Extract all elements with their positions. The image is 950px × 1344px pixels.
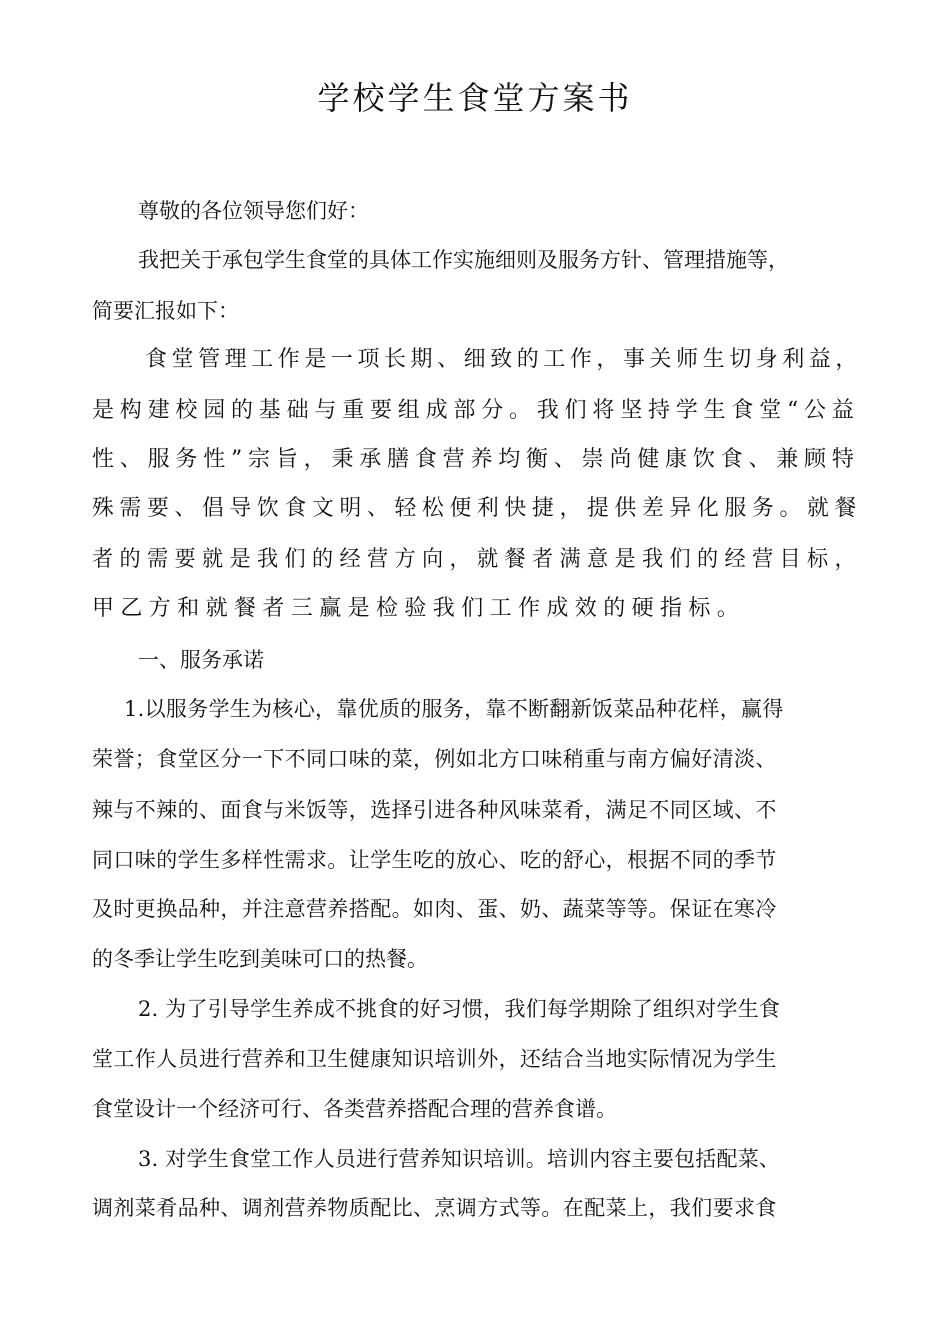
item3-line-1: 3. 对学生食堂工作人员进行营养知识培训。培训内容主要包括配菜、 (138, 1147, 781, 1171)
item1-line-3: 辣与不辣的、面食与米饭等，选择引进各种风味菜肴，满足不同区域、不 (92, 798, 777, 822)
section1-heading: 一、服务承诺 (138, 648, 264, 672)
item1-line-5: 及时更换品种，并注意营养搭配。如肉、蛋、奶、蔬菜等等。保证在寒冷 (92, 897, 777, 921)
item1-line-4: 同口味的学生多样性需求。让学生吃的放心、吃的舒心，根据不同的季节 (92, 848, 777, 872)
paragraph1-line-2: 是构建校园的基础与重要组成部分。我们将坚持学生食堂“公益 (92, 398, 860, 423)
paragraph1-line-4: 殊需要、倡导饮食文明、轻松便利快捷，提供差异化服务。就餐 (92, 496, 862, 521)
greeting: 尊敬的各位领导您们好： (138, 199, 369, 223)
paragraph1-line-6: 甲乙方和就餐者三赢是检验我们工作成效的硬指标。 (92, 596, 746, 621)
item1-line-6: 的冬季让学生吃到美味可口的热餐。 (92, 947, 428, 971)
item1-line-1: 1.以服务学生为核心，靠优质的服务，靠不断翻新饭菜品种花样，赢得 (124, 697, 784, 721)
paragraph1-line-5: 者的需要就是我们的经营方向，就餐者满意是我们的经营目标， (92, 547, 862, 572)
item3-line-2: 调剂菜肴品种、调剂营养物质配比、烹调方式等。在配菜上，我们要求食 (92, 1196, 777, 1220)
item1-line-2: 荣誉；食堂区分一下不同口味的菜，例如北方口味稍重与南方偏好清淡、 (92, 747, 777, 771)
intro-line-1: 我把关于承包学生食堂的具体工作实施细则及服务方针、管理措施等， (138, 248, 789, 272)
paragraph1-line-3: 性、服务性”宗旨，秉承膳食营养均衡、崇尚健康饮食、兼顾特 (92, 447, 860, 472)
item2-line-2: 堂工作人员进行营养和卫生健康知识培训外，还结合当地实际情况为学生 (92, 1047, 777, 1071)
document-title: 学校学生食堂方案书 (317, 79, 633, 117)
item2-line-3: 食堂设计一个经济可行、各类营养搭配合理的营养食谱。 (92, 1097, 617, 1121)
paragraph1-line-1: 食堂管理工作是一项长期、细致的工作，事关师生切身利益， (145, 347, 862, 372)
intro-line-2: 简要汇报如下： (92, 299, 239, 323)
item2-line-1: 2. 为了引导学生养成不挑食的好习惯，我们每学期除了组织对学生食 (138, 997, 781, 1021)
